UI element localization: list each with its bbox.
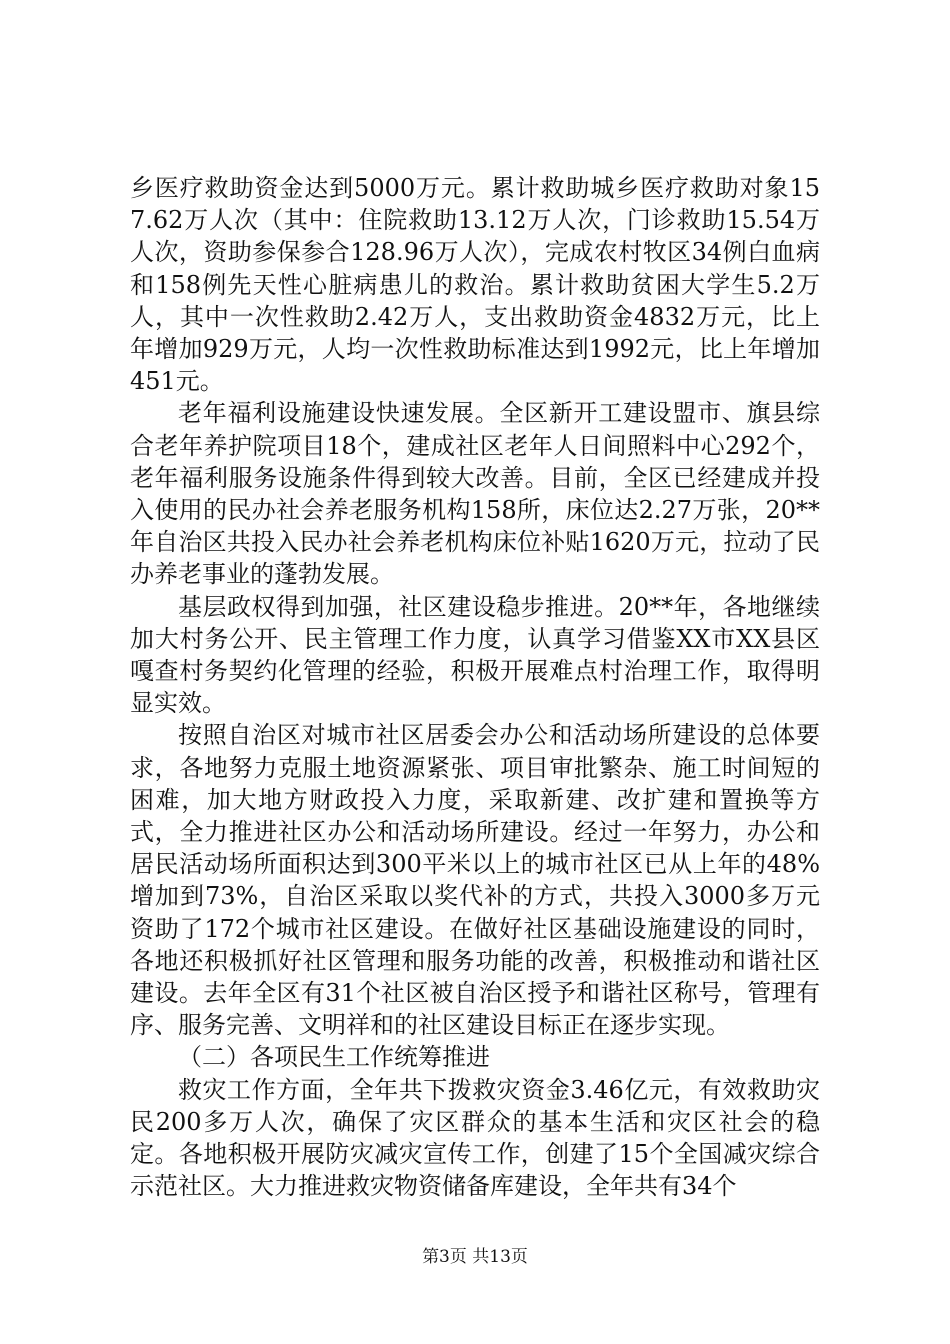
paragraph-community-facilities: 按照自治区对城市社区居委会办公和活动场所建设的总体要求，各地努力克服土地资源紧张、项目审批繁杂、施工时间短的困难，加大地方财政投入力度，采取新建、改扩建和置换等方式，全力推进社区办公和活动场所建设。经过一年努力，办公和居民活动场所面积达到300平米以上的城市社区已从上年的48%增加到73%，自治区采取以奖代补的方式，共投入3000多万元资助了172个城市社区建设。在做好社区基础设施建设的同时，各地还积极抓好社区管理和服务功能的改善，积极推动和谐社区建设。去年全区有31个社区被自治区授予和谐社区称号，管理有序、服务完善、文明祥和的社区建设目标正在逐步实现。: [130, 721, 820, 1040]
section-heading-livelihood: （二）各项民生工作统筹推进: [178, 1043, 490, 1072]
page-footer: [0, 1242, 950, 1267]
document-body: [130, 172, 820, 1203]
paragraph-disaster-relief: 救灾工作方面，全年共下拨救灾资金3.46亿元，有效救助灾民200多万人次，确保了灾区群众的基本生活和灾区社会的稳定。各地积极开展防灾减灾宣传工作，创建了15个全国减灾综合示范社区。大力推进救灾物资储备库建设，全年共有34个: [130, 1075, 820, 1201]
page-number-label: 第3页 共13页: [422, 1247, 528, 1267]
paragraph-grassroots-government: 基层政权得到加强，社区建设稳步推进。20**年，各地继续加大村务公开、民主管理工作力度，认真学习借鉴XX市XX县区嘎查村务契约化管理的经验，积极开展难点村治理工作，取得明显实效。: [130, 592, 820, 718]
paragraph-medical-aid: 乡医疗救助资金达到5000万元。累计救助城乡医疗救助对象157.62万人次（其中：住院救助13.12万人次，门诊救助15.54万人次，资助参保参合128.96万人次），完成农村牧区34例白血病和158例先天性心脏病患儿的救治。累计救助贫困大学生5.2万人，其中一次性救助2.42万人，支出救助资金4832万元，比上年增加929万元，人均一次性救助标准达到1992元，比上年增加451元。: [130, 174, 820, 396]
paragraph-elderly-welfare: 老年福利设施建设快速发展。全区新开工建设盟市、旗县综合老年养护院项目18个，建成社区老年人日间照料中心292个，老年福利服务设施条件得到较大改善。目前，全区已经建成并投入使用的民办社会养老服务机构158所，床位达2.27万张，20**年自治区共投入民办社会养老机构床位补贴1620万元，拉动了民办养老事业的蓬勃发展。: [130, 399, 820, 589]
